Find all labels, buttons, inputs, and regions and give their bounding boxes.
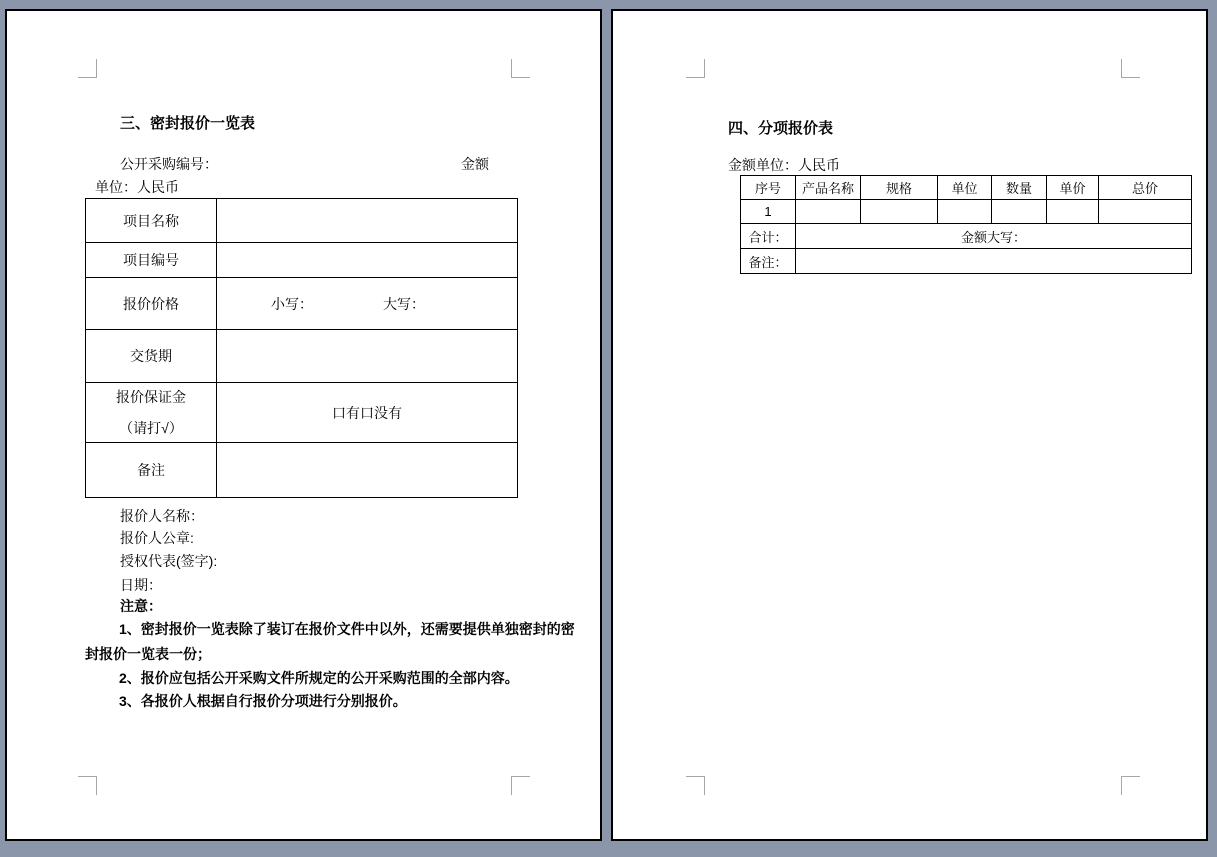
row1-product-name-cell[interactable] bbox=[796, 200, 861, 224]
row1-quantity-cell[interactable] bbox=[992, 200, 1047, 224]
header-unit-price: 单价 bbox=[1047, 176, 1099, 200]
crop-mark-bottom-left-icon bbox=[78, 776, 97, 795]
section-title-sealed-quote: 三、密封报价一览表 bbox=[120, 115, 256, 132]
amount-unit-label: 单位：人民币 bbox=[95, 179, 179, 195]
bidder-name-label: 报价人名称： bbox=[120, 508, 204, 524]
row1-unit-price-cell[interactable] bbox=[1047, 200, 1099, 224]
remark-label: 备注 bbox=[86, 443, 217, 498]
quote-price-label: 报价价格 bbox=[86, 278, 217, 330]
project-number-label: 项目编号 bbox=[86, 243, 217, 278]
bidder-seal-label: 报价人公章: bbox=[120, 530, 194, 546]
bid-bond-checkboxes[interactable]: 口有口没有 bbox=[217, 383, 518, 443]
crop-mark-top-right-icon bbox=[511, 59, 530, 78]
document-page-2[interactable] bbox=[611, 9, 1208, 841]
crop-mark-top-right-icon bbox=[1121, 59, 1140, 78]
quote-price-cell[interactable] bbox=[217, 278, 518, 330]
delivery-period-cell[interactable] bbox=[217, 330, 518, 383]
notice-label: 注意： bbox=[120, 598, 162, 614]
note-1-line-1: 1、密封报价一览表除了装订在报价文件中以外，还需要提供单独密封的密 bbox=[119, 621, 575, 637]
document-page-1[interactable] bbox=[5, 9, 602, 841]
crop-mark-top-left-icon bbox=[78, 59, 97, 78]
row1-unit-cell[interactable] bbox=[938, 200, 992, 224]
crop-mark-bottom-right-icon bbox=[1121, 776, 1140, 795]
crop-mark-bottom-left-icon bbox=[686, 776, 705, 795]
crop-mark-bottom-right-icon bbox=[511, 776, 530, 795]
row1-specification-cell[interactable] bbox=[861, 200, 938, 224]
date-label: 日期： bbox=[120, 577, 162, 593]
header-total-price: 总价 bbox=[1099, 176, 1192, 200]
bid-bond-label: 报价保证金 （请打√） bbox=[86, 383, 217, 443]
crop-mark-top-left-icon bbox=[686, 59, 705, 78]
header-product-name: 产品名称 bbox=[796, 176, 861, 200]
authorized-representative-label: 授权代表(签字): bbox=[120, 553, 218, 569]
delivery-period-label: 交货期 bbox=[86, 330, 217, 383]
note-3: 3、各报价人根据自行报价分项进行分别报价。 bbox=[119, 693, 407, 709]
note-2: 2、报价应包括公开采购文件所规定的公开采购范围的全部内容。 bbox=[119, 670, 519, 686]
header-serial-number: 序号 bbox=[741, 176, 796, 200]
note-1-line-2: 封报价一览表一份； bbox=[85, 646, 211, 662]
project-number-cell[interactable] bbox=[217, 243, 518, 278]
amount-label-part1: 金额 bbox=[461, 156, 489, 172]
header-quantity: 数量 bbox=[992, 176, 1047, 200]
itemized-quote-table bbox=[740, 175, 1192, 274]
total-row-label: 合计： bbox=[741, 224, 796, 249]
row1-serial-number: 1 bbox=[741, 200, 796, 224]
row1-total-price-cell[interactable] bbox=[1099, 200, 1192, 224]
project-name-cell[interactable] bbox=[217, 199, 518, 243]
total-amount-in-words-cell[interactable]: 金额大写： bbox=[796, 224, 1192, 249]
project-name-label: 项目名称 bbox=[86, 199, 217, 243]
amount-unit-label: 金额单位：人民币 bbox=[728, 157, 840, 173]
sealed-quote-summary-table bbox=[85, 198, 518, 498]
lowercase-amount-label: 小写： bbox=[271, 295, 313, 312]
section-title-itemized-quote: 四、分项报价表 bbox=[728, 120, 834, 137]
header-specification: 规格 bbox=[861, 176, 938, 200]
remark-cell[interactable] bbox=[217, 443, 518, 498]
procurement-number-label: 公开采购编号： bbox=[120, 156, 218, 172]
remark-value-cell[interactable] bbox=[796, 249, 1192, 274]
remark-row-label: 备注： bbox=[741, 249, 796, 274]
uppercase-amount-label: 大写： bbox=[383, 295, 425, 312]
header-unit: 单位 bbox=[938, 176, 992, 200]
